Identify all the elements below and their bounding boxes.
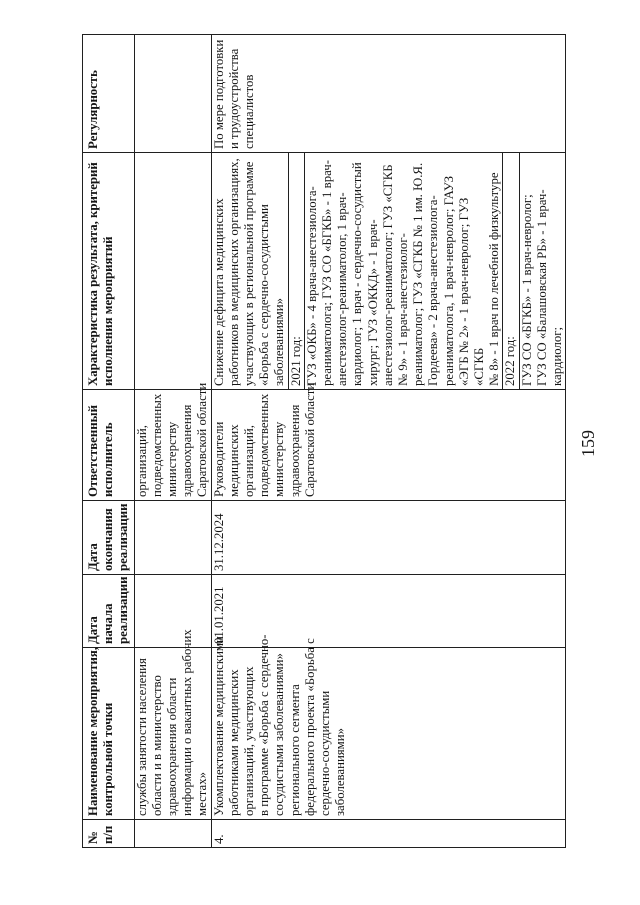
cell-result-criteria — [134, 153, 211, 390]
result-year-details: ГУЗ СО «БГКБ» - 1 врач-невролог; ГУЗ СО «Балашовская РБ» - 1 врач- кардиолог; — [519, 153, 566, 389]
cell-start-date — [134, 575, 211, 648]
header-start-date: Дата начала реализации — [83, 575, 135, 648]
cell-activity-name: Укомплектование медицинскими работниками медицинских организаций, участвующих в программе «Борьба с сердечно- сосудистыми заболеваниями» регионального сегмента федерального проекта «Борьба с сердечно-сосудистыми заболеваниями» — [211, 648, 566, 820]
result-year-details: ГУЗ «ОКБ» - 4 врача-анестезиолога- реаниматолога; ГУЗ СО «БГКБ» - 1 врач- анестезиолог-реаниматолог, 1 врач- кардиолог; 1 врач - сердечно-сосудистый хирург; ГУЗ «ОККД» - 1 врач- анестезиолог-реаниматолог; ГУЗ «СГКБ № 9» - 1 врач-анестезиолог- реаниматолог; ГУЗ «СГКБ № 1 им. Ю.Я. Гордеева» - 2 врача-анестезиолога- реаниматолога, 1 врач-невролог; ГАУЗ «ЭГБ № 2» - 1 врач-невролог; ГУЗ «СГКБ № 8» - 1 врач по лечебной физкультуре — [304, 153, 503, 389]
page-number: 159 — [578, 430, 598, 457]
header-result-criteria: Характеристика результата, критерий исполнения мероприятий — [83, 153, 135, 390]
result-year-heading: 2022 год: — [502, 153, 518, 389]
activities-table — [82, 34, 566, 848]
cell-regularity — [134, 35, 211, 153]
cell-result-criteria — [211, 153, 566, 390]
cell-responsible: организаций, подведомственных министерству здравоохранения Саратовской области — [134, 390, 211, 501]
cell-start-date: 01.01.2021 — [211, 575, 566, 648]
result-summary: Снижение дефицита медицинских работников в медицинских организациях, участвующих в региональной программе «Борьба с сердечно-сосудистыми заболеваниями» — [211, 158, 287, 386]
result-year-heading: 2021 год: — [288, 153, 304, 389]
header-activity-name: Наименование мероприятия, контрольной точки — [83, 648, 135, 820]
cell-end-date: 31.12.2024 — [211, 501, 566, 575]
cell-responsible: Руководители медицинских организаций, подведомственных министерству здравоохранения Саратовской области — [211, 390, 566, 501]
cell-number: 4. — [211, 820, 566, 848]
table-row-continued — [134, 35, 211, 848]
cell-activity-name: службы занятости населения области и в министерство здравоохранения области информации о вакантных рабочих местах» — [134, 648, 211, 820]
header-end-date: Дата окончания реализации — [83, 501, 135, 575]
header-responsible: Ответственный исполнитель — [83, 390, 135, 501]
cell-end-date — [134, 501, 211, 575]
cell-number — [134, 820, 211, 848]
header-regularity: Регулярность — [83, 35, 135, 153]
header-number: № п/п — [83, 820, 135, 848]
cell-regularity: По мере подготовки и трудоустройства специалистов — [211, 35, 566, 153]
table-row — [211, 35, 566, 848]
table-header-row — [83, 35, 135, 848]
